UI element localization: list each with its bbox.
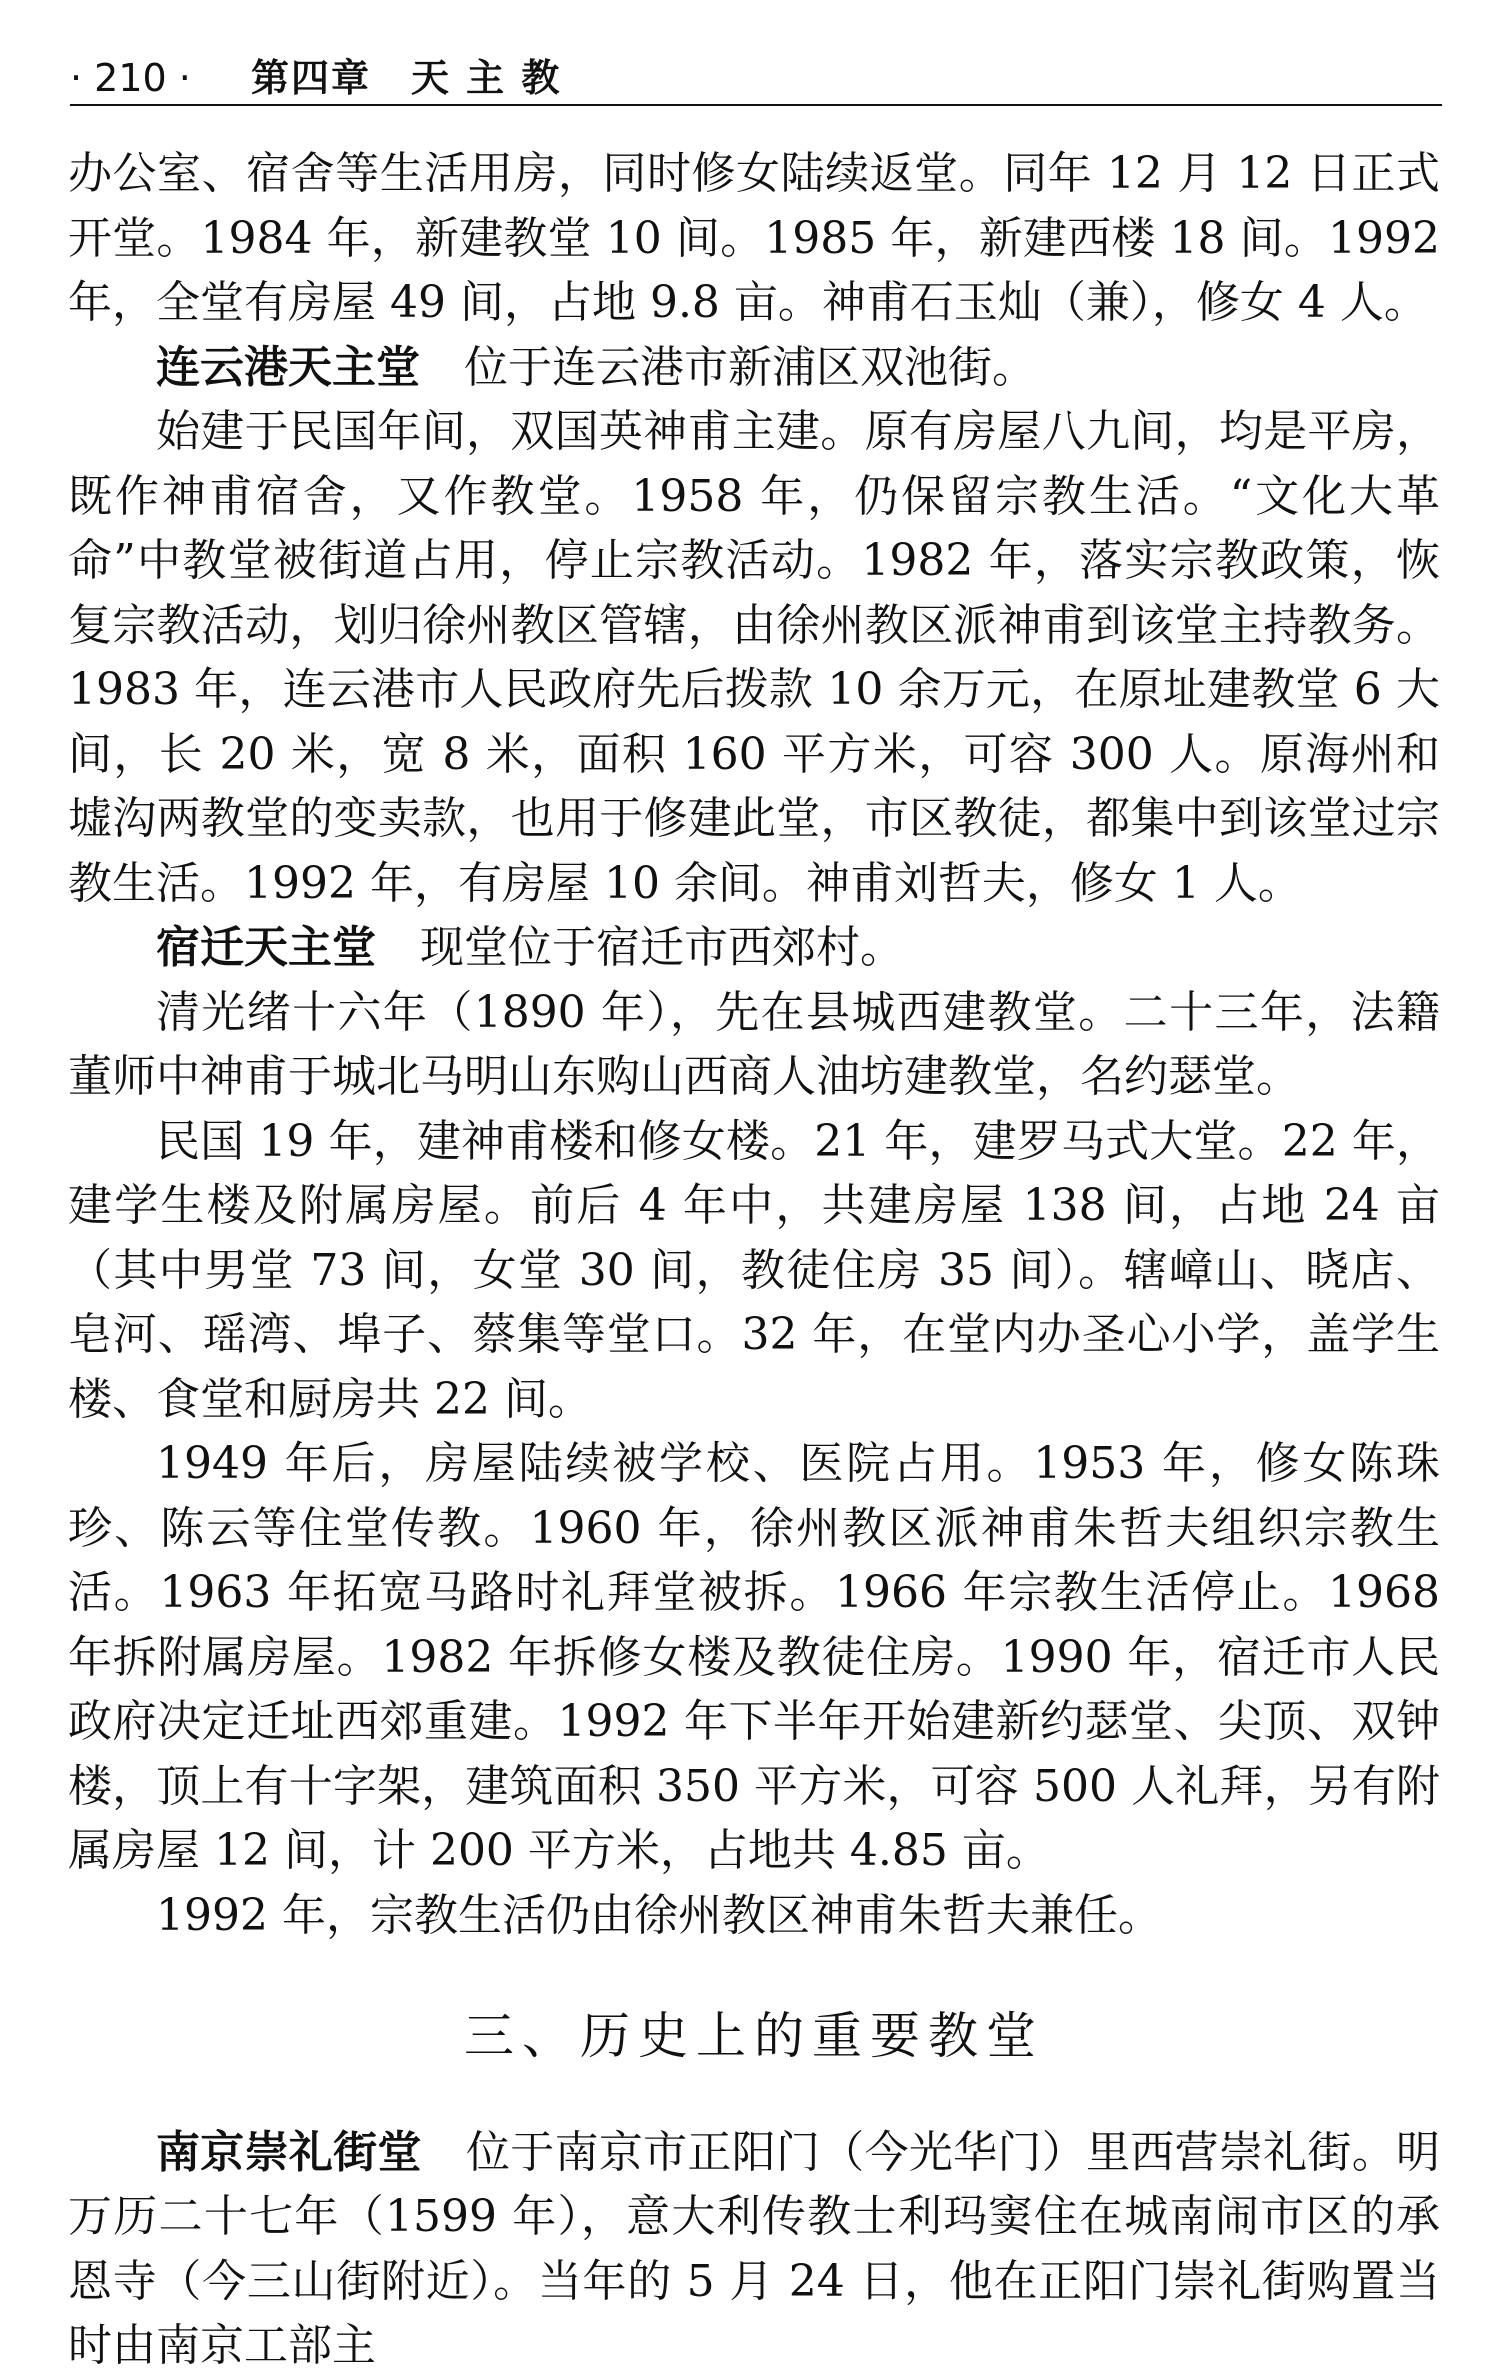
entry-title: 南京崇礼街堂	[156, 2126, 422, 2178]
paragraph: 宿迁天主堂 现堂位于宿迁市西郊村。	[156, 922, 904, 973]
page-number: · 210 ·	[70, 56, 191, 100]
paragraph: 1949 年后，房屋陆续被学校、医院占用。1953 年，修女陈珠珍、陈云等住堂传教。1960 年，徐州教区派神甫朱哲夫组织宗教生活。1963 年拓宽马路时礼拜堂被拆。1966 年宗教生活停止。1968 年拆附属房屋。1982 年拆修女楼及教徒住房。1990 年，宿迁市人民政府决定迁址西郊重建。1992 年下半年开始建新约瑟堂、尖顶、双钟楼，顶上有十字架，建筑面积 350 平方米，可容 500 人礼拜，另有附属房屋 12 间，计 200 平方米，占地共 4.85 亩。	[68, 1438, 1440, 1876]
paragraph: 1992 年，宗教生活仍由徐州教区神甫朱哲夫兼任。	[156, 1889, 1162, 1941]
entry-title: 连云港天主堂	[156, 341, 420, 393]
paragraph: 连云港天主堂 位于连云港市新浦区双池街。	[156, 341, 1036, 393]
section-heading: 三、历史上的重要教堂	[464, 2007, 1044, 2065]
paragraph: 南京崇礼街堂 位于南京市正阳门（今光华门）里西营崇礼街。明万历二十七年（1599 年），意大利传教士利玛窦住在城南闹市区的承恩寺（今三山街附近）。当年的 5 月 24 日，他在正阳门崇礼街购置当时由南京工部主	[68, 2126, 1441, 2371]
chapter-title: 第四章 天 主 教	[250, 56, 562, 100]
paragraph: 民国 19 年，建神甫楼和修女楼。21 年，建罗马式大堂。22 年，建学生楼及附属房屋。前后 4 年中，共建房屋 138 间，占地 24 亩（其中男堂 73 间，女堂 30 间，教徒住房 35 间）。辖嶂山、晓店、皂河、瑶湾、埠子、蔡集等堂口。32 年，在堂内办圣心小学，盖学生楼、食堂和厨房共 22 间。	[68, 1115, 1440, 1425]
paragraph: 办公室、宿舍等生活用房，同时修女陆续返堂。同年 12 月 12 日正式开堂。1984 年，新建教堂 10 间。1985 年，新建西楼 18 间。1992 年，全堂有房屋 49 间，占地 9.8 亩。神甫石玉灿（兼），修女 4 人。	[68, 148, 1440, 328]
running-header	[70, 52, 1442, 106]
entry-title: 宿迁天主堂	[156, 922, 376, 973]
paragraph: 始建于民国年间，双国英神甫主建。原有房屋八九间，均是平房，既作神甫宿舍，又作教堂。1958 年，仍保留宗教生活。“文化大革命”中教堂被街道占用，停止宗教活动。1982 年，落实宗教政策，恢复宗教活动，划归徐州教区管辖，由徐州教区派神甫到该堂主持教务。1983 年，连云港市人民政府先后拨款 10 余万元，在原址建教堂 6 大间，长 20 米，宽 8 米，面积 160 平方米，可容 300 人。原海州和墟沟两教堂的变卖款，也用于修建此堂，市区教徒，都集中到该堂过宗教生活。1992 年，有房屋 10 余间。神甫刘哲夫，修女 1 人。	[68, 406, 1440, 909]
paragraph: 清光绪十六年（1890 年），先在县城西建教堂。二十三年，法籍董师中神甫于城北马明山东购山西商人油坊建教堂，名约瑟堂。	[68, 986, 1440, 1102]
body-text	[68, 142, 1440, 2379]
